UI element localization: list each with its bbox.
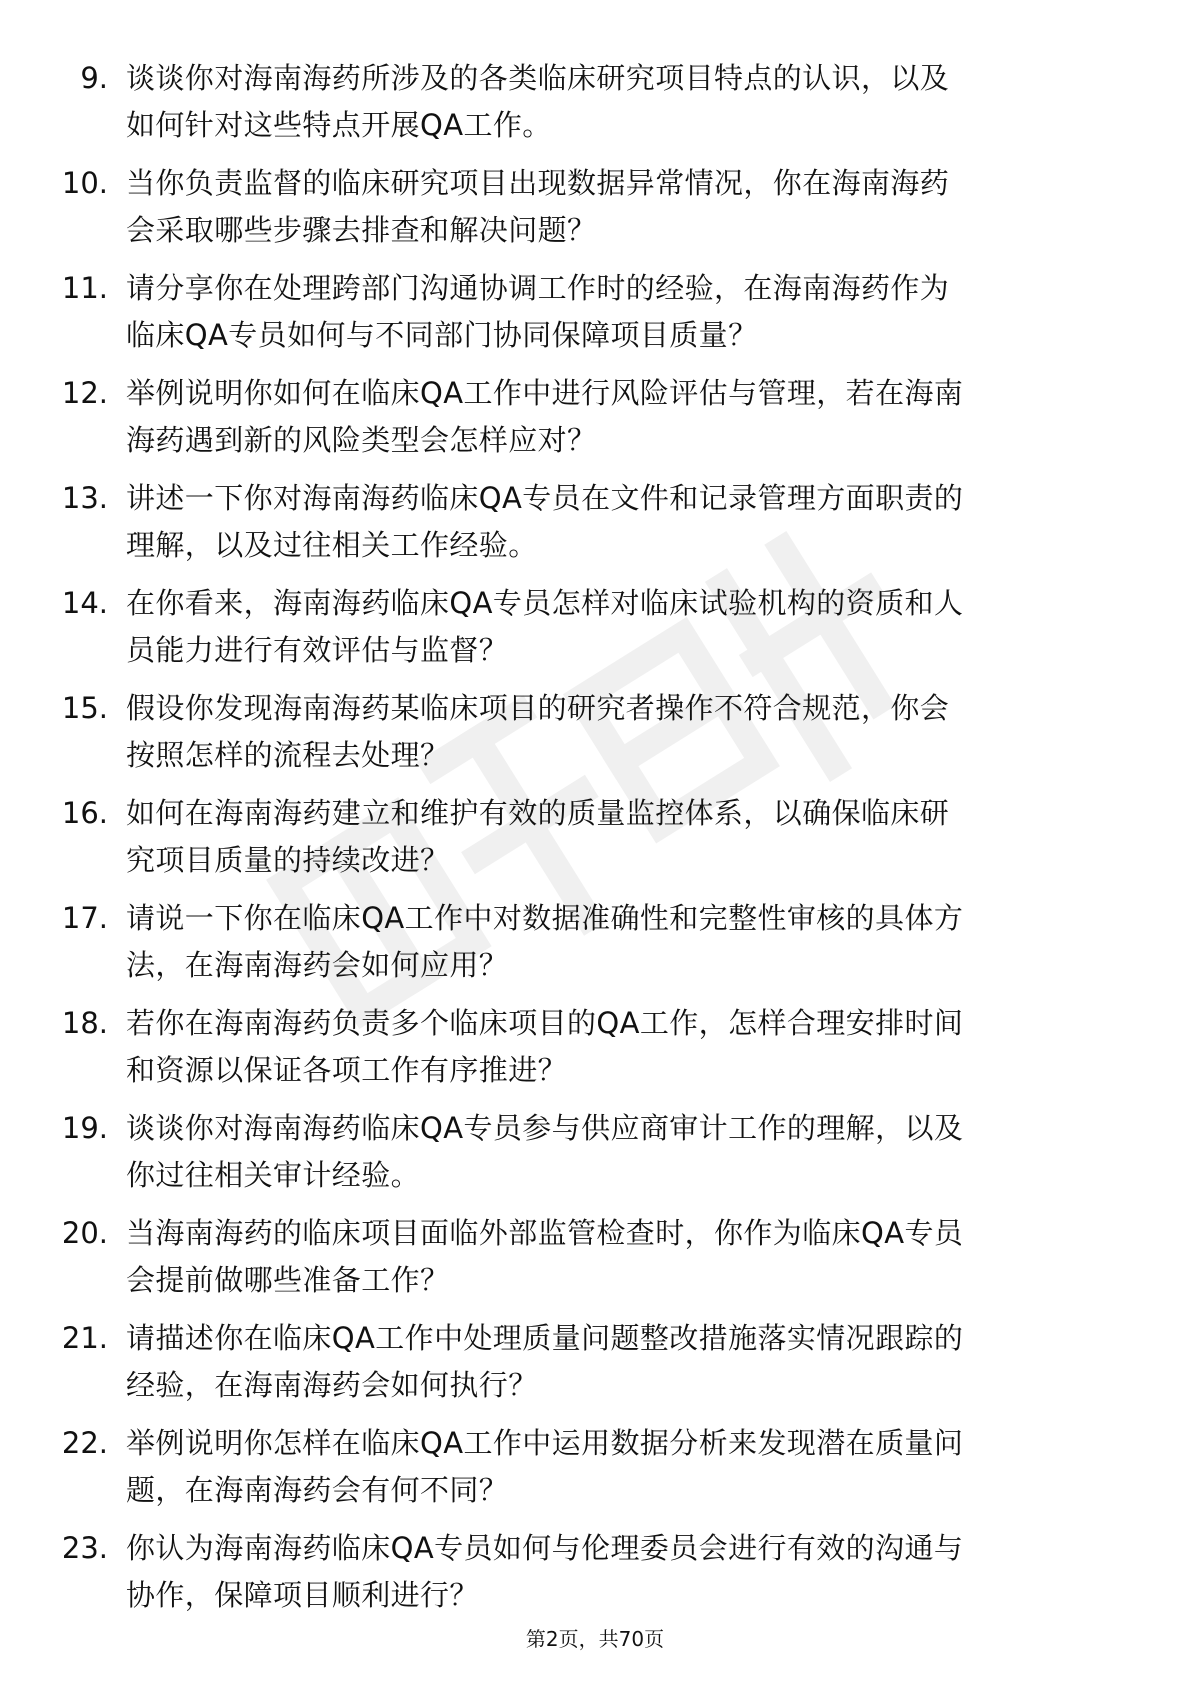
question-item	[0, 1312, 1190, 1417]
question-line: 会采取哪些步骤去排查和解决问题？	[126, 213, 597, 247]
question-text	[126, 790, 1126, 884]
question-line: 你认为海南海药临床QA专员如何与伦理委员会进行有效的沟通与	[126, 1531, 964, 1565]
question-line: 举例说明你如何在临床QA工作中进行风险评估与管理，若在海南	[126, 376, 964, 410]
question-line: 和资源以保证各项工作有序推进？	[126, 1053, 568, 1087]
question-line: 临床QA专员如何与不同部门协同保障项目质量？	[126, 318, 758, 352]
question-item	[0, 1207, 1190, 1312]
question-text	[126, 370, 1126, 464]
question-item	[0, 577, 1190, 682]
question-number: 19.	[61, 1111, 108, 1145]
question-line: 按照怎样的流程去处理？	[126, 738, 450, 772]
question-text	[126, 685, 1126, 779]
question-line: 员能力进行有效评估与监督？	[126, 633, 509, 667]
question-line: 谈谈你对海南海药所涉及的各类临床研究项目特点的认识，以及	[126, 61, 950, 95]
question-line: 请说一下你在临床QA工作中对数据准确性和完整性审核的具体方	[126, 901, 964, 935]
question-line: 请描述你在临床QA工作中处理质量问题整改措施落实情况跟踪的	[126, 1321, 964, 1355]
question-line: 法，在海南海药会如何应用？	[126, 948, 509, 982]
question-number: 20.	[61, 1216, 108, 1250]
question-item	[0, 997, 1190, 1102]
question-number: 12.	[61, 376, 108, 410]
question-line: 假设你发现海南海药某临床项目的研究者操作不符合规范，你会	[126, 691, 950, 725]
question-line: 经验，在海南海药会如何执行？	[126, 1368, 538, 1402]
question-line: 会提前做哪些准备工作？	[126, 1263, 450, 1297]
question-number: 22.	[61, 1426, 108, 1460]
question-item	[0, 367, 1190, 472]
question-line: 谈谈你对海南海药临床QA专员参与供应商审计工作的理解，以及	[126, 1111, 964, 1145]
question-line: 如何针对这些特点开展QA工作。	[126, 108, 552, 142]
question-line: 当海南海药的临床项目面临外部监管检查时，你作为临床QA专员	[126, 1216, 964, 1250]
page-number: 第2页，共70页	[525, 1627, 665, 1651]
question-number: 9.	[80, 61, 108, 95]
question-line: 请分享你在处理跨部门沟通协调工作时的经验，在海南海药作为	[126, 271, 950, 305]
question-item	[0, 52, 1190, 157]
question-number: 11.	[61, 271, 108, 305]
question-item	[0, 472, 1190, 577]
question-item	[0, 787, 1190, 892]
question-text	[126, 895, 1126, 989]
question-text	[126, 1525, 1126, 1619]
question-number: 14.	[61, 586, 108, 620]
question-line: 如何在海南海药建立和维护有效的质量监控体系，以确保临床研	[126, 796, 950, 830]
question-line: 讲述一下你对海南海药临床QA专员在文件和记录管理方面职责的	[126, 481, 964, 515]
question-item	[0, 1102, 1190, 1207]
question-number: 10.	[61, 166, 108, 200]
question-line: 你过往相关审计经验。	[126, 1158, 421, 1192]
question-text	[126, 1000, 1126, 1094]
question-item	[0, 1417, 1190, 1522]
question-number: 18.	[61, 1006, 108, 1040]
question-text	[126, 580, 1126, 674]
question-line: 协作，保障项目顺利进行？	[126, 1578, 479, 1612]
question-line: 在你看来，海南海药临床QA专员怎样对临床试验机构的资质和人	[126, 586, 964, 620]
question-item	[0, 682, 1190, 787]
question-text	[126, 475, 1126, 569]
question-line: 究项目质量的持续改进？	[126, 843, 450, 877]
question-number: 15.	[61, 691, 108, 725]
question-text	[126, 265, 1126, 359]
question-number: 21.	[61, 1321, 108, 1355]
question-item	[0, 892, 1190, 997]
question-line: 题，在海南海药会有何不同？	[126, 1473, 509, 1507]
question-number: 13.	[61, 481, 108, 515]
question-line: 海药遇到新的风险类型会怎样应对？	[126, 423, 597, 457]
question-line: 若你在海南海药负责多个临床项目的QA工作，怎样合理安排时间	[126, 1006, 964, 1040]
question-item	[0, 157, 1190, 262]
question-text	[126, 160, 1126, 254]
question-text	[126, 1315, 1126, 1409]
question-list	[0, 52, 1190, 1627]
question-number: 23.	[61, 1531, 108, 1565]
question-line: 举例说明你怎样在临床QA工作中运用数据分析来发现潜在质量问	[126, 1426, 964, 1460]
question-number: 16.	[61, 796, 108, 830]
question-item	[0, 262, 1190, 367]
question-text	[126, 1210, 1126, 1304]
question-text	[126, 1105, 1126, 1199]
question-line: 当你负责监督的临床研究项目出现数据异常情况，你在海南海药	[126, 166, 950, 200]
question-line: 理解，以及过往相关工作经验。	[126, 528, 538, 562]
question-text	[126, 1420, 1126, 1514]
question-number: 17.	[61, 901, 108, 935]
question-text	[126, 55, 1126, 149]
question-item	[0, 1522, 1190, 1627]
